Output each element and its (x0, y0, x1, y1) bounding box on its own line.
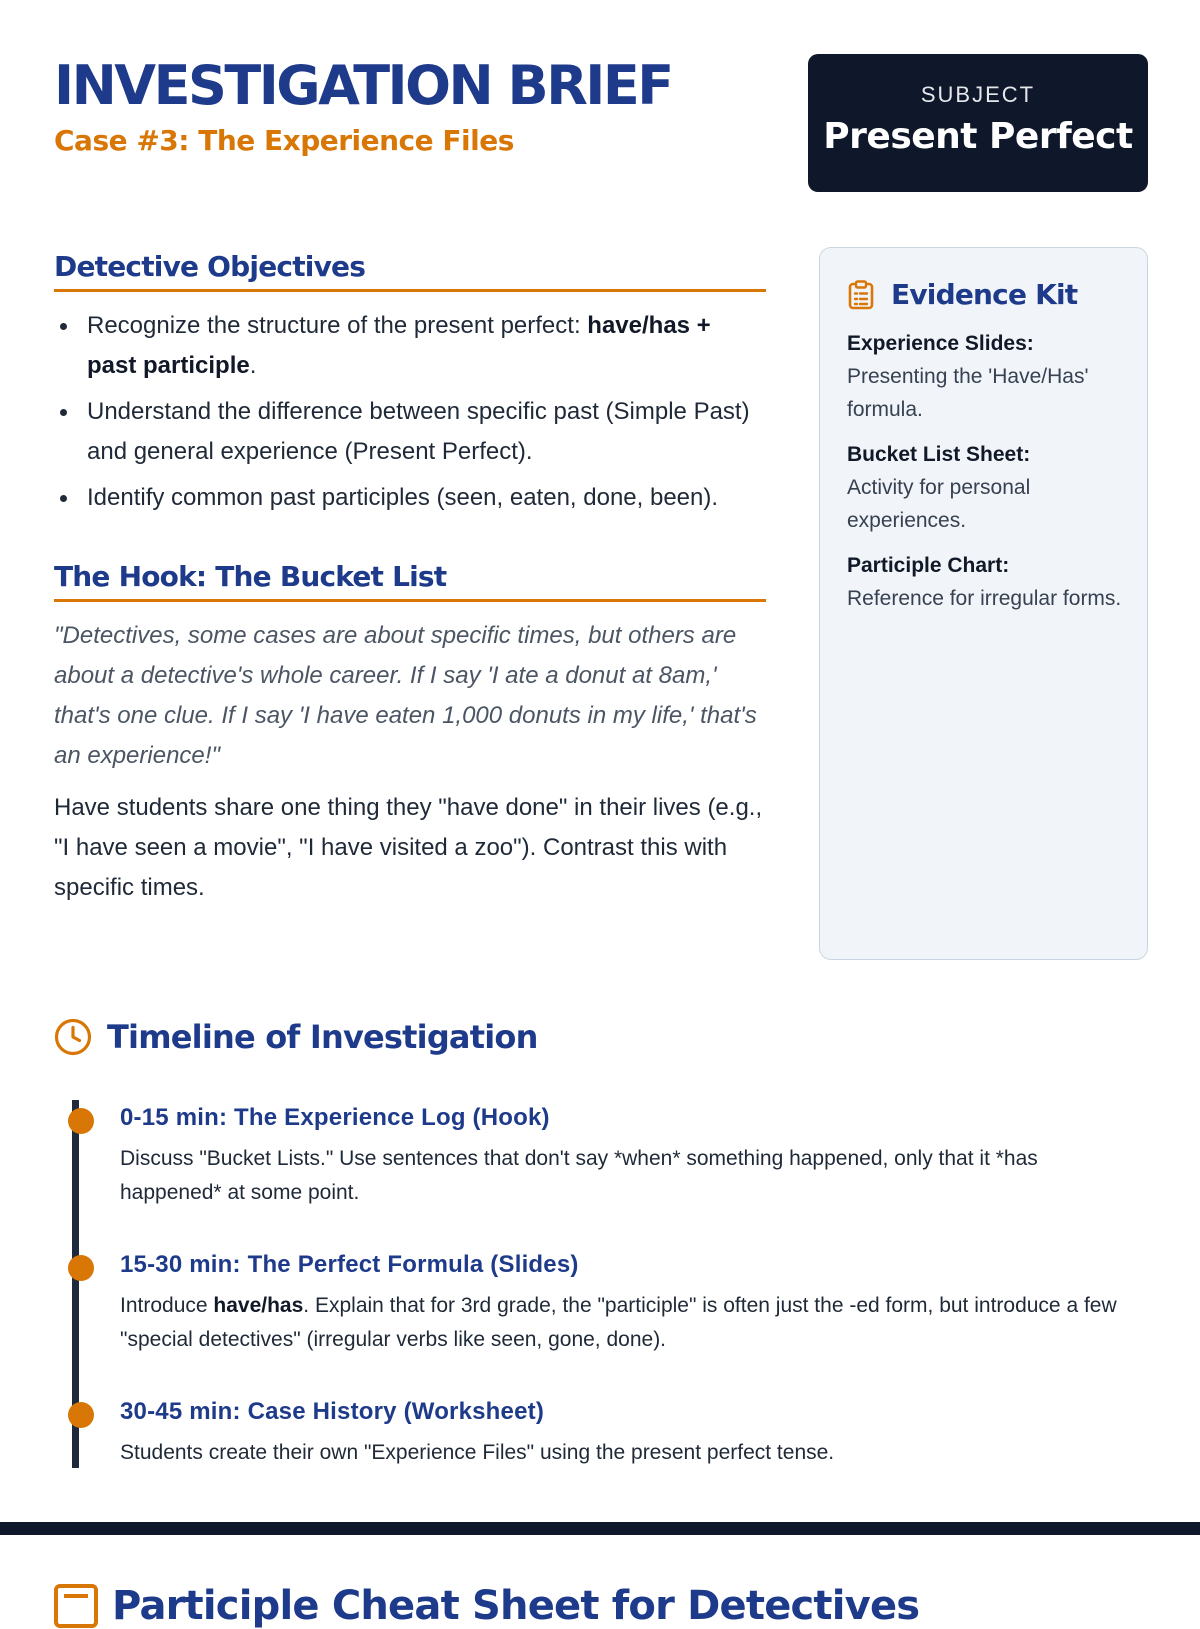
kit-item-name: Experience Slides: (847, 332, 1034, 355)
objective-item: Understand the difference between specific past (Simple Past) and general experience (Present Perfect). (54, 392, 766, 472)
hook-body: Have students share one thing they "have done" in their lives (e.g., "I have seen a movie", "I have visited a zoo"). Contrast this with specific times. (54, 794, 763, 901)
timeline-item-title: 0-15 min: The Experience Log (Hook) (120, 1104, 550, 1131)
objective-item (54, 306, 766, 386)
page-title: INVESTIGATION BRIEF (54, 54, 672, 117)
timeline-desc-text-end: . Explain that for 3rd grade, the "participle" is often just the -ed form, but introduce a few "special detectives" (irregular verbs like seen, gone, done). (120, 1294, 1117, 1351)
objective-text-end: . (249, 352, 257, 379)
timeline-dot (68, 1255, 94, 1281)
objective-text: Recognize the structure of the present perfect: (87, 312, 588, 339)
timeline-item-desc (120, 1142, 1140, 1210)
objectives-section (54, 250, 766, 518)
next-section-header (54, 1583, 919, 1629)
brief-header (54, 52, 1148, 194)
hook-quote: "Detectives, some cases are about specific times, but others are about a detective's whole career. If I say 'I ate a donut at 8am,' that's one clue. If I say 'I have eaten 1,000 donuts in my life,' that's an experience!" (54, 622, 757, 769)
kit-item-desc: Reference for irregular forms. (847, 587, 1122, 610)
case-subtitle: Case #3: The Experience Files (54, 124, 514, 157)
kit-item-name: Bucket List Sheet: (847, 443, 1031, 466)
timeline-title: Timeline of Investigation (107, 1018, 538, 1056)
timeline (72, 1100, 1148, 1468)
subject-label: SUBJECT (920, 82, 1036, 107)
timeline-header (54, 1018, 538, 1056)
hook-title: The Hook: The Bucket List (54, 560, 766, 602)
timeline-desc-text: Discuss "Bucket Lists." Use sentences that don't say *when* something happened, only that it *has happened* at some point. (120, 1147, 1038, 1204)
timeline-desc-text: Students create their own "Experience Files" using the present perfect tense. (120, 1441, 835, 1464)
kit-item-participle-chart (847, 549, 1123, 615)
clipboard-icon (847, 280, 875, 310)
kit-item-desc: Activity for personal experiences. (847, 476, 1031, 532)
objective-item: Identify common past participles (seen, eaten, done, been). (54, 478, 766, 518)
section-divider-bar (0, 1522, 1200, 1535)
timeline-desc-text: Introduce (120, 1294, 214, 1317)
timeline-item-title: 30-45 min: Case History (Worksheet) (120, 1398, 545, 1425)
kit-item-desc: Presenting the 'Have/Has' formula. (847, 365, 1089, 421)
kit-item-bucket-list (847, 438, 1123, 537)
next-section-title: Participle Cheat Sheet for Detectives (112, 1583, 920, 1629)
left-column (54, 250, 766, 908)
objectives-list (54, 306, 766, 518)
timeline-item-desc (120, 1289, 1140, 1357)
subject-box (808, 54, 1148, 192)
evidence-kit-header (847, 278, 1123, 311)
subject-value: Present Perfect (823, 116, 1133, 157)
timeline-item-title: 15-30 min: The Perfect Formula (Slides) (120, 1251, 579, 1278)
objectives-title: Detective Objectives (54, 250, 766, 292)
clock-icon (54, 1018, 92, 1056)
timeline-dot (68, 1108, 94, 1134)
kit-item-slides (847, 327, 1123, 426)
list-icon (54, 1584, 98, 1628)
hook-section (54, 560, 766, 908)
kit-item-name: Participle Chart: (847, 554, 1010, 577)
evidence-kit-panel (819, 247, 1148, 960)
timeline-desc-emphasis: have/has (213, 1294, 304, 1317)
timeline-item-desc (120, 1436, 1140, 1470)
evidence-kit-title: Evidence Kit (891, 278, 1078, 311)
timeline-dot (68, 1402, 94, 1428)
objective-emphasis: have/has + past participle (87, 312, 711, 379)
